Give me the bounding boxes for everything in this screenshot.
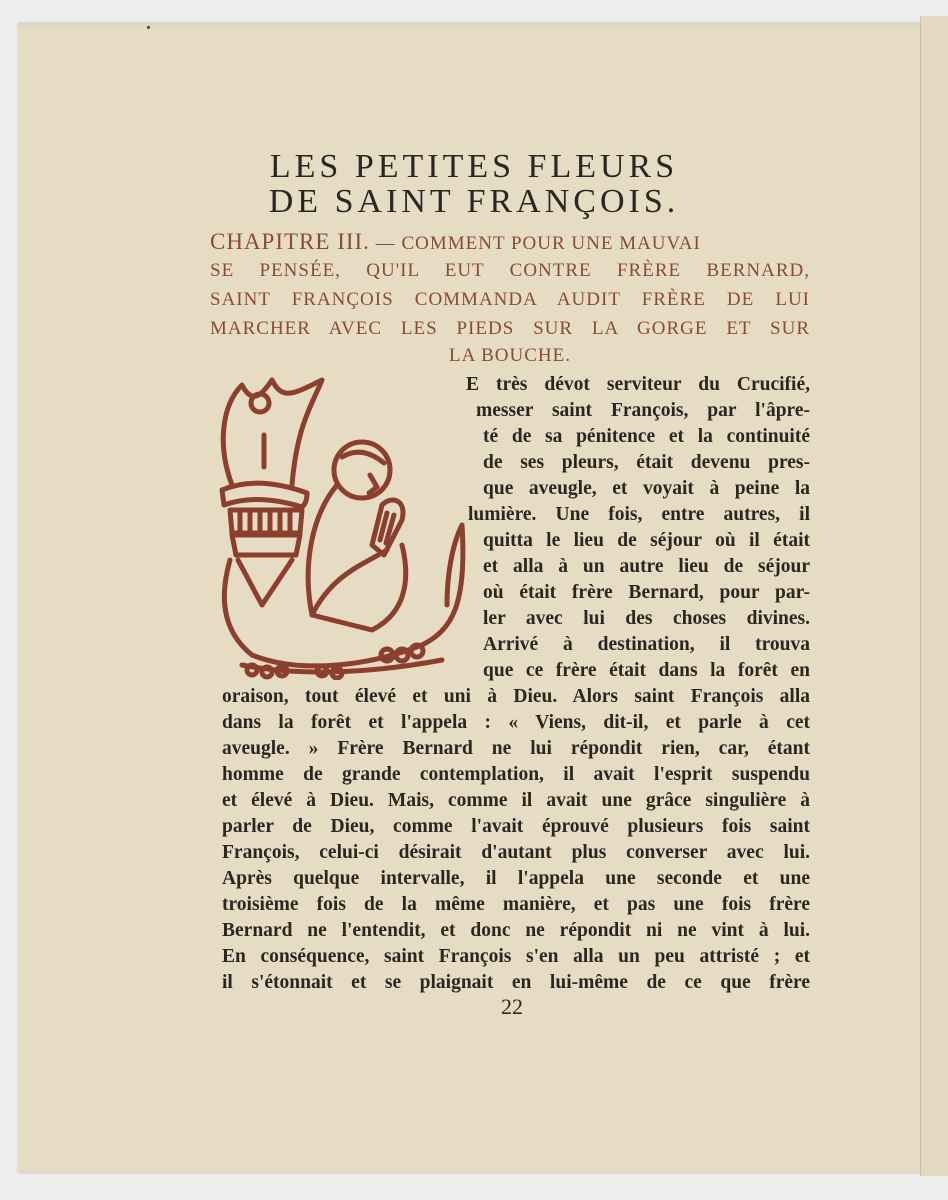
text-line: En conséquence, saint François s'en alla un peu attristé ; et <box>222 946 810 967</box>
chapter-heading-line-4: MARCHER AVEC LES PIEDS SUR LA GORGE ET SUR <box>210 318 810 339</box>
text-line: et élevé à Dieu. Mais, comme il avait une grâce singulière à <box>222 790 810 811</box>
chapter-heading-line-1 <box>210 227 810 258</box>
chapter-heading-line-3: SAINT FRANÇOIS COMMANDA AUDIT FRÈRE DE LUI <box>210 289 810 310</box>
text-line: Après quelque intervalle, il l'appela une seconde et une <box>222 868 810 889</box>
text-line: où était frère Bernard, pour par- <box>483 582 810 603</box>
text-line: oraison, tout élevé et uni à Dieu. Alors saint François alla <box>222 686 810 707</box>
chapter-heading-line-2: SE PENSÉE, QU'IL EUT CONTRE FRÈRE BERNARD, <box>210 260 810 281</box>
text-line: E très dévot serviteur du Crucifié, <box>466 374 810 395</box>
text-line: Arrivé à destination, il trouva <box>483 634 810 655</box>
text-line: dans la forêt et l'appela : « Viens, dit-il, et parle à cet <box>222 712 810 733</box>
text-line: ler avec lui des choses divines. <box>483 608 810 629</box>
text-line: de ses pleurs, était devenu pres- <box>483 452 810 473</box>
text-line: messer saint François, par l'âpre- <box>476 400 810 421</box>
text-line: que ce frère était dans la forêt en <box>483 660 810 681</box>
text-line: homme de grande contemplation, il avait l'esprit suspendu <box>222 764 810 785</box>
text-line: il s'étonnait et se plaignait en lui-même de ce que frère <box>222 972 810 993</box>
text-line: quitta le lieu de séjour où il était <box>483 530 810 551</box>
text-line: té de sa pénitence et la continuité <box>483 426 810 447</box>
chapter-number: CHAPITRE III. <box>210 229 370 254</box>
book-title-line-2: DE SAINT FRANÇOIS. <box>268 183 680 220</box>
illustration-saint-francis-praying-icon <box>212 375 470 680</box>
page-top-edge <box>18 22 920 27</box>
book-title-line-1: LES PETITES FLEURS <box>269 148 679 185</box>
text-line: aveugle. » Frère Bernard ne lui répondit rien, car, étant <box>222 738 810 759</box>
text-line: lumière. Une fois, entre autres, il <box>468 504 810 525</box>
text-line: parler de Dieu, comme l'avait éprouvé plusieurs fois saint <box>222 816 810 837</box>
text-line: et alla à un autre lieu de séjour <box>483 556 810 577</box>
text-line: Bernard ne l'entendit, et donc ne répondit ni ne vint à lui. <box>222 920 810 941</box>
text-line: que aveugle, et voyait à peine la <box>483 478 810 499</box>
chapter-heading-text: — COMMENT POUR UNE MAUVAI <box>375 233 701 254</box>
chapter-heading-line-5: LA BOUCHE. <box>449 345 571 366</box>
text-line: troisième fois de la même manière, et pas une fois frère <box>222 894 810 915</box>
paper-fleck <box>147 26 150 29</box>
text-line: François, celui-ci désirait d'autant plus converser avec lui. <box>222 842 810 863</box>
page-number: 22 <box>501 994 523 1019</box>
